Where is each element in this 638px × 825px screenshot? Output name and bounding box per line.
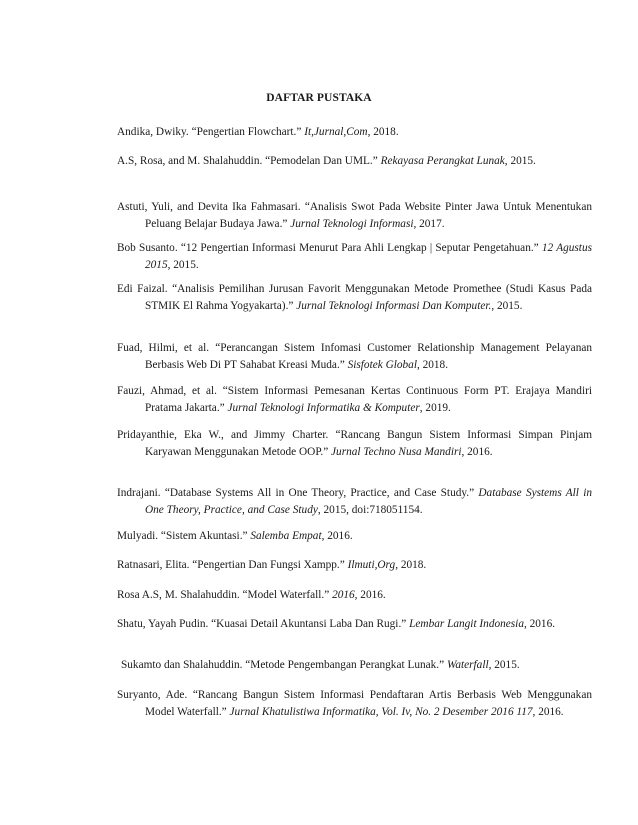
- reference-text: Indrajani. “Database Systems All in One Theory, Practice, and Case Study.”: [117, 487, 479, 499]
- reference-source: Jurnal Teknologi Informasi: [290, 218, 414, 230]
- reference-year: , 2018.: [416, 359, 449, 371]
- reference-entry: [117, 240, 592, 274]
- reference-text: Ratnasari, Elita. “Pengertian Dan Fungsi Xampp.”: [117, 559, 348, 571]
- reference-year: , 2018.: [395, 559, 427, 571]
- reference-year: , 2016.: [532, 706, 564, 718]
- reference-year: , 2015.: [491, 300, 523, 312]
- reference-text: Edi Faizal. “Analisis Pemilihan Jurusan Favorit Menggunakan Metode Promethee (Studi Kasus Pada STMIK El Rahma Yogyakarta).”: [117, 283, 592, 312]
- reference-entry: [117, 199, 592, 233]
- reference-source: 2016: [332, 589, 355, 601]
- reference-entry: [117, 616, 592, 633]
- reference-entry: [117, 528, 592, 545]
- reference-text: Suryanto, Ade. “Rancang Bangun Sistem Informasi Pendaftaran Artis Berbasis Web Menggunakan Model Waterfall.”: [117, 689, 592, 718]
- reference-entry: [117, 485, 592, 519]
- reference-source: Database Systems All in One Theory, Practice, and Case Study: [145, 487, 592, 516]
- reference-year: , 2016.: [354, 589, 386, 601]
- reference-source: Jurnal Teknologi Informasi Dan Komputer.: [296, 300, 492, 312]
- reference-text: Astuti, Yuli, and Devita Ika Fahmasari. “Analisis Swot Pada Website Pinter Jawa Untuk Menentukan Peluang Belajar Budaya Jawa.”: [117, 201, 592, 230]
- reference-source: Jurnal Khatulistiwa Informatika, Vol. Iv, No. 2 Desember 2016 117: [229, 706, 533, 718]
- reference-entry: [117, 427, 592, 461]
- reference-text: Fuad, Hilmi, et al. “Perancangan Sistem Infomasi Customer Relationship Management Pelayanan Berbasis Web Di PT Sahabat Kreasi Muda.”: [117, 342, 592, 371]
- reference-entry: [121, 657, 592, 674]
- reference-entry: [117, 383, 592, 417]
- reference-year: , 2016.: [461, 446, 493, 458]
- reference-entry: [117, 557, 592, 574]
- reference-source: Sisfotek Global: [347, 359, 417, 371]
- reference-text: Fauzi, Ahmad, et al. “Sistem Informasi Pemesanan Kertas Continuous Form PT. Erajaya Mandiri Pratama Jakarta.”: [117, 385, 592, 414]
- reference-text: A.S, Rosa, and M. Shalahuddin. “Pemodelan Dan UML.”: [117, 155, 381, 167]
- reference-source: Jurnal Teknologi Informatika & Komputer: [227, 402, 420, 414]
- reference-year: , 2015.: [488, 659, 520, 671]
- reference-year: , 2016.: [523, 618, 556, 630]
- reference-entry: [117, 281, 592, 315]
- reference-entry: [117, 587, 592, 604]
- reference-text: Mulyadi. “Sistem Akuntasi.”: [117, 530, 251, 542]
- reference-entry: [117, 124, 592, 141]
- reference-source: Lembar Langit Indonesia: [409, 618, 524, 630]
- reference-year: , 2015, doi:718051154.: [317, 504, 423, 516]
- reference-text: Pridayanthie, Eka W., and Jimmy Charter. “Rancang Bangun Sistem Informasi Simpan Pinjam Karyawan Menggunakan Metode OOP.”: [117, 429, 592, 458]
- reference-source: It,Jurnal,Com: [304, 126, 368, 138]
- reference-year: , 2015.: [504, 155, 536, 167]
- reference-source: Rekayasa Perangkat Lunak: [380, 155, 505, 167]
- reference-text: Andika, Dwiky. “Pengertian Flowchart.”: [117, 126, 305, 138]
- reference-year: , 2017.: [413, 218, 445, 230]
- reference-year: , 2019.: [419, 402, 451, 414]
- reference-entry: [117, 340, 592, 374]
- reference-text: Bob Susanto. “12 Pengertian Informasi Menurut Para Ahli Lengkap | Seputar Pengetahuan.”: [117, 242, 542, 254]
- page-title: DAFTAR PUSTAKA: [266, 92, 372, 104]
- reference-source: Salemba Empat: [250, 530, 322, 542]
- reference-year: , 2015.: [167, 259, 199, 271]
- reference-source: Waterfall: [446, 659, 489, 671]
- reference-source: 12 Agustus 2015: [145, 242, 592, 271]
- reference-source: Jurnal Techno Nusa Mandiri: [331, 446, 462, 458]
- reference-text: Sukamto dan Shalahuddin. “Metode Pengembangan Perangkat Lunak.”: [121, 659, 447, 671]
- reference-entry: [117, 153, 592, 170]
- reference-text: Shatu, Yayah Pudin. “Kuasai Detail Akuntansi Laba Dan Rugi.”: [117, 618, 410, 630]
- reference-entry: [117, 687, 592, 721]
- reference-year: , 2016.: [321, 530, 353, 542]
- reference-source: Ilmuti,Org: [347, 559, 396, 571]
- reference-year: , 2018.: [367, 126, 399, 138]
- reference-text: Rosa A.S, M. Shalahuddin. “Model Waterfall.”: [117, 589, 333, 601]
